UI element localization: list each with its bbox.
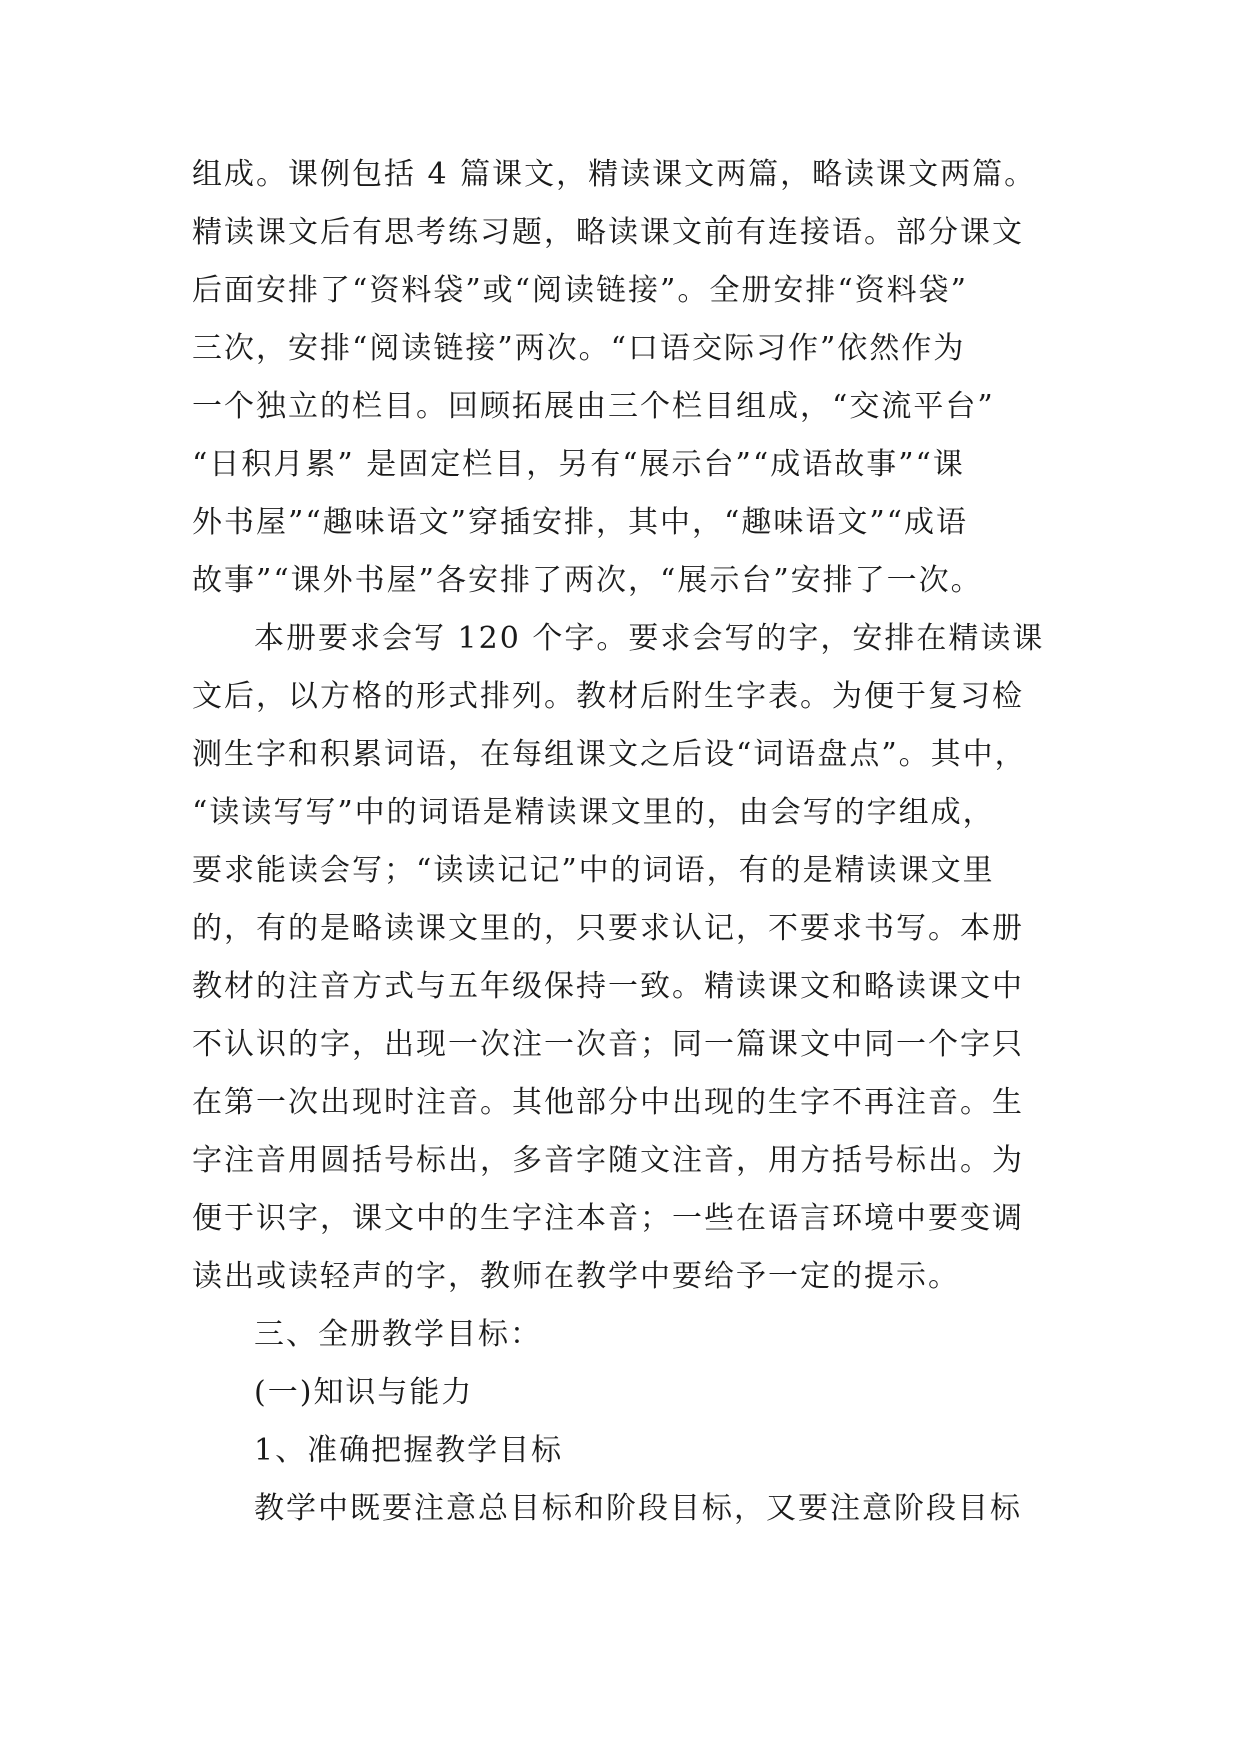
text-line: 的，有的是略读课文里的，只要求认记，不要求书写。本册 [192,911,1024,946]
text-line: 不认识的字，出现一次注一次音；同一篇课文中同一个字只 [192,1027,1024,1062]
text-line: 便于识字，课文中的生字注本音；一些在语言环境中要变调 [192,1201,1024,1236]
paragraph-start-line: 本册要求会写 120 个字。要求会写的字，安排在精读课 [254,621,1045,656]
text-line: 精读课文后有思考练习题，略读课文前有连接语。部分课文 [192,215,1024,250]
text-line: 故事”“课外书屋”各安排了两次，“展示台”安排了一次。 [192,563,983,598]
text-line: 后面安排了“资料袋”或“阅读链接”。全册安排“资料袋” [192,273,969,308]
body-text [192,158,1072,1550]
item-heading: 1、准确把握教学目标 [254,1433,564,1468]
text-line: 教材的注音方式与五年级保持一致。精读课文和略读课文中 [192,969,1024,1004]
text-line: “日积月累” 是固定栏目，另有“展示台”“成语故事”“课 [192,447,965,482]
text-line: 要求能读会写；“读读记记”中的词语，有的是精读课文里 [192,853,995,888]
text-line: 在第一次出现时注音。其他部分中出现的生字不再注音。生 [192,1085,1024,1120]
section-heading: 三、全册教学目标： [254,1317,542,1352]
text-line: “读读写写”中的词语是精读课文里的，由会写的字组成， [192,795,995,830]
text-line: 组成。课例包括 4 篇课文，精读课文两篇，略读课文两篇。 [192,157,1037,192]
text-line: 文后，以方格的形式排列。教材后附生字表。为便于复习检 [192,679,1024,714]
text-line: 测生字和积累词语，在每组课文之后设“词语盘点”。其中， [192,737,1027,772]
paragraph-start-line: 教学中既要注意总目标和阶段目标，又要注意阶段目标 [254,1491,1022,1526]
text-line: 一个独立的栏目。回顾拓展由三个栏目组成，“交流平台” [192,389,995,424]
text-line: 三次，安排“阅读链接”两次。“口语交际习作”依然作为 [192,331,966,366]
text-line: 外书屋”“趣味语文”穿插安排，其中，“趣味语文”“成语 [192,505,969,540]
text-line: 读出或读轻声的字，教师在教学中要给予一定的提示。 [192,1259,960,1294]
subsection-heading: (一)知识与能力 [254,1375,474,1410]
text-line: 字注音用圆括号标出，多音字随文注音，用方括号标出。为 [192,1143,1024,1178]
